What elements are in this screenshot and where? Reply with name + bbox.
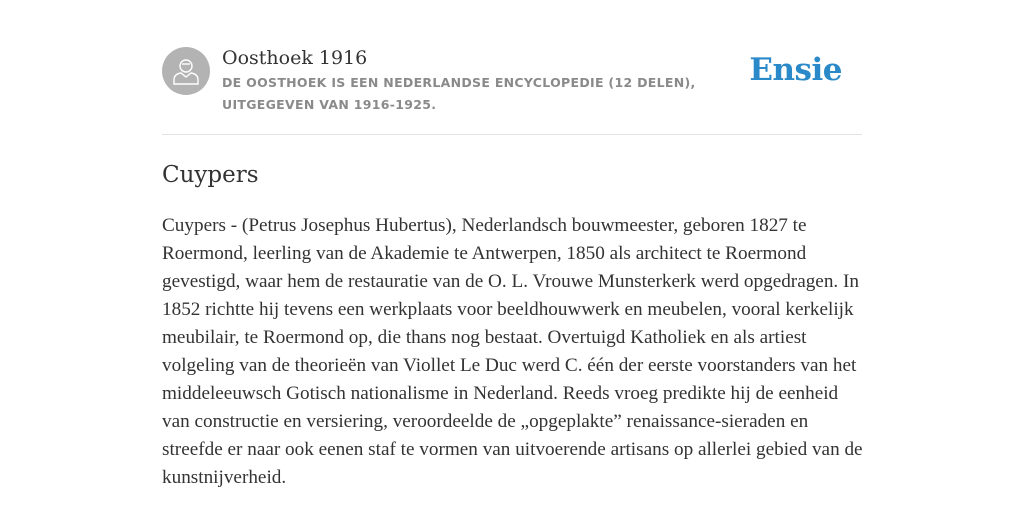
entry-body: Cuypers - (Petrus Josephus Hubertus), Nederlandsch bouwmeester, geboren 1827 te Roermond, leerling van de Akademie te Antwerpen, 1850 als architect te Roermond gevestigd, waar hem de restauratie van de O. L. Vrouwe Munsterkerk werd opgedragen. In 1852 richtte hij tevens een werkplaats voor beeldhouwwerk en meubelen, vooral kerkelijk meubilair, te Roermond op, die thans nog bestaat. Overtuigd Katholiek en als artiest volgeling van de theorieën van Viollet Le Duc werd C. één der eerste voorstanders van het middeleeuwsch Gotisch nationalisme in Nederland. Reeds vroeg predikte hij de eenheid van constructie en versiering, veroordeelde de „opgeplakte” renaissance-sieraden en streefde er naar ook eenen staf te vormen van uitvoerende artisans op allerlei gebied van de kunstnijverheid. bbox=[162, 215, 863, 488]
content-container bbox=[162, 0, 863, 488]
user-icon bbox=[171, 56, 201, 86]
entry-title: Cuypers bbox=[162, 162, 259, 188]
ensie-logo-link[interactable]: Ensie bbox=[749, 52, 842, 88]
source-header bbox=[162, 0, 862, 135]
source-description: DE OOSTHOEK IS EEN NEDERLANDSE ENCYCLOPEDIE (12 DELEN), UITGEGEVEN VAN 1916-1925. bbox=[222, 75, 696, 112]
source-avatar[interactable] bbox=[162, 47, 210, 95]
source-title[interactable]: Oosthoek 1916 bbox=[222, 47, 368, 69]
